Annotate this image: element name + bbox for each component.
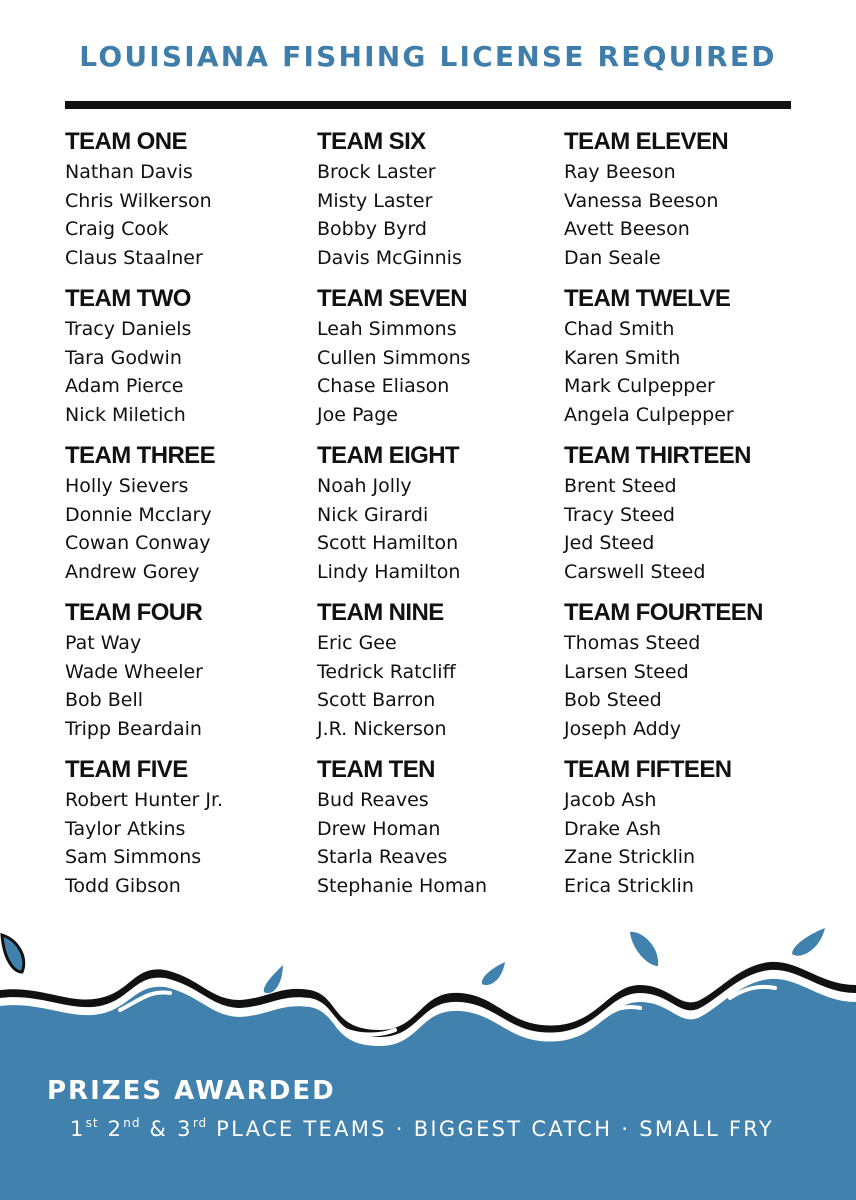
team-member: Carswell Steed [564,560,706,583]
team-member: Eric Gee [317,632,397,654]
team-column [317,125,567,910]
team-member: Erica Stricklin [564,874,694,897]
water-droplet [792,928,825,956]
team-member: Donnie Mcclary [65,503,212,526]
team-name: TEAM SEVEN [317,285,468,312]
team-member: Robert Hunter Jr. [65,789,224,811]
team-name: TEAM SIX [317,128,426,155]
team-member: Wade Wheeler [65,660,203,683]
team-name: TEAM TWELVE [564,285,731,312]
team-member: Joe Page [317,403,398,426]
team-member: Tara Godwin [65,346,182,369]
team-member: Davis McGinnis [317,246,462,269]
divider-rule [65,101,791,109]
team-member: Bobby Byrd [317,218,427,240]
team-name: TEAM EIGHT [317,442,459,469]
team-member: Leah Simmons [317,318,457,340]
team-member: Jed Steed [564,532,655,554]
team-block [317,125,567,282]
team-block [65,125,315,282]
team-member: Chase Eliason [317,375,450,397]
team-member: Larsen Steed [564,660,689,683]
team-member: Mark Culpepper [564,375,715,397]
team-member: Angela Culpepper [564,403,734,426]
team-member: Tracy Steed [564,503,675,526]
team-member: Nathan Davis [65,161,193,183]
team-member: Lindy Hamilton [317,560,461,583]
team-column [564,125,814,910]
team-name: TEAM TEN [317,756,435,783]
team-name: TEAM FOUR [65,599,203,626]
team-name: TEAM NINE [317,599,444,626]
team-member: Scott Hamilton [317,532,459,554]
team-name: TEAM THIRTEEN [564,442,751,469]
team-member: Noah Jolly [317,475,412,497]
team-member: Karen Smith [564,346,681,369]
team-member: Nick Miletich [65,403,186,426]
team-member: Bob Bell [65,689,144,711]
team-member: Cowan Conway [65,532,211,554]
water-droplet [264,965,283,993]
team-member: Bud Reaves [317,789,429,811]
team-name: TEAM FIFTEEN [564,756,732,783]
team-name: TEAM FOURTEEN [564,599,763,626]
team-member: Ray Beeson [564,161,676,183]
team-member: Zane Stricklin [564,846,696,868]
team-member: Andrew Gorey [65,560,200,583]
team-member: Chad Smith [564,318,675,340]
team-column [65,125,315,910]
team-member: Scott Barron [317,689,436,711]
team-member: Brock Laster [317,161,436,183]
team-member: Pat Way [65,632,142,654]
team-block [317,753,567,910]
prizes-description: 1st 2nd & 3rd PLACE TEAMS · BIGGEST CATCH · SMALL FRY [70,1116,774,1141]
team-block [65,596,315,753]
water-droplet [630,932,658,966]
team-member: Sam Simmons [65,846,202,868]
team-member: Thomas Steed [564,632,701,654]
prizes-title: PRIZES AWARDED [47,1076,336,1106]
team-name: TEAM TWO [65,285,191,312]
team-block [65,753,315,910]
water-wave-graphic [0,920,856,1200]
team-block [564,282,814,439]
team-block [564,125,814,282]
water-droplet [482,962,505,985]
team-name: TEAM THREE [65,442,216,469]
team-block [65,282,315,439]
team-member: Adam Pierce [65,375,184,397]
team-block [317,439,567,596]
team-block [564,439,814,596]
team-member: Todd Gibson [65,874,181,897]
team-name: TEAM ELEVEN [564,128,729,155]
water-droplet [2,935,24,972]
team-member: Chris Wilkerson [65,189,212,212]
team-member: Misty Laster [317,189,433,212]
team-member: Stephanie Homan [317,874,488,897]
team-member: Tripp Beardain [65,717,202,740]
team-name: TEAM ONE [65,128,187,155]
team-member: Joseph Addy [564,717,681,740]
team-member: Nick Girardi [317,503,429,526]
header-title: LOUISIANA FISHING LICENSE REQUIRED [79,40,777,73]
team-member: Bob Steed [564,689,662,711]
team-name: TEAM FIVE [65,756,188,783]
team-member: Brent Steed [564,475,677,497]
team-member: Drake Ash [564,817,662,840]
team-block [317,596,567,753]
team-member: Starla Reaves [317,846,448,868]
team-member: J.R. Nickerson [317,717,447,740]
team-member: Craig Cook [65,218,169,240]
team-member: Tedrick Ratcliff [317,660,456,683]
team-member: Dan Seale [564,246,661,269]
team-member: Holly Sievers [65,475,189,497]
team-member: Taylor Atkins [65,817,186,840]
team-member: Drew Homan [317,817,441,840]
team-member: Cullen Simmons [317,346,471,369]
team-block [564,753,814,910]
team-member: Claus Staalner [65,246,203,269]
team-block [65,439,315,596]
team-member: Avett Beeson [564,218,690,240]
team-block [564,596,814,753]
team-member: Vanessa Beeson [564,189,719,212]
team-block [317,282,567,439]
team-member: Tracy Daniels [65,318,192,340]
team-member: Jacob Ash [564,789,657,811]
